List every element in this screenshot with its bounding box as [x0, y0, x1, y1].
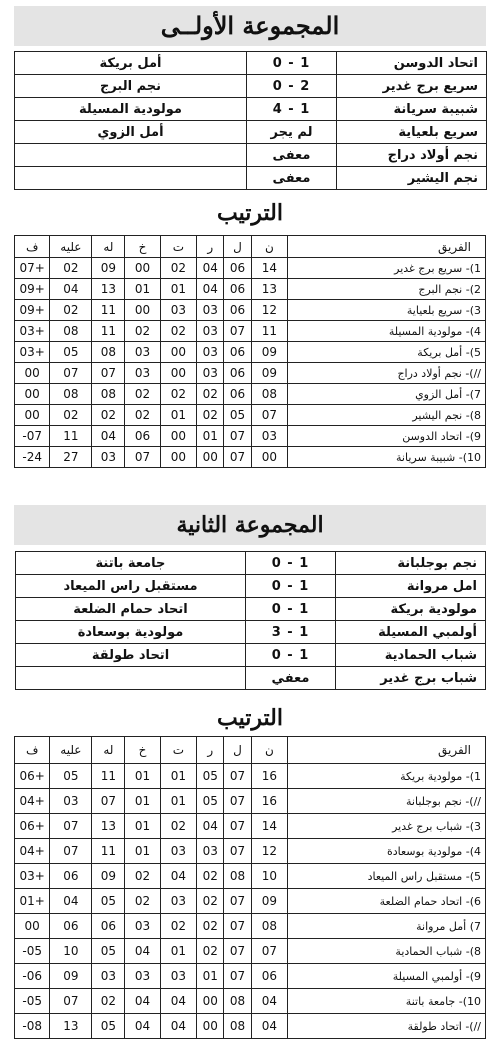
- group2-results-body: [16, 552, 486, 690]
- lost: 02: [125, 384, 160, 405]
- goals-against: 07: [50, 839, 92, 864]
- team-name: 3)- سريع بلعياية: [288, 300, 486, 321]
- header-goal-difference: ف: [15, 737, 50, 764]
- match-row: [16, 644, 486, 667]
- lost: 04: [125, 1014, 160, 1039]
- played: 07: [224, 426, 251, 447]
- goal-difference: +03: [15, 864, 50, 889]
- group1-standings-header-row: [15, 236, 486, 258]
- lost: 01: [125, 814, 160, 839]
- group1-standings-title: الترتيب: [217, 200, 283, 226]
- points: 10: [251, 864, 287, 889]
- team-name: //)- نجم أولاد دراج: [288, 363, 486, 384]
- points: 09: [251, 889, 287, 914]
- lost: 02: [125, 321, 160, 342]
- goals-against: 06: [50, 914, 92, 939]
- match-row: [16, 598, 486, 621]
- played: 08: [224, 1014, 251, 1039]
- away-team: أمل الزوي: [15, 121, 247, 144]
- lost: 03: [125, 363, 160, 384]
- match-score: معفى: [247, 144, 337, 167]
- home-team: نجم أولاد دراج: [337, 144, 487, 167]
- table-row: [15, 426, 486, 447]
- match-row: [15, 144, 487, 167]
- points: 08: [251, 914, 287, 939]
- group1-standings-body: [15, 258, 486, 468]
- won: 02: [197, 384, 224, 405]
- points: 04: [251, 1014, 287, 1039]
- lost: 01: [125, 839, 160, 864]
- drawn: 00: [160, 342, 196, 363]
- points: 13: [251, 279, 287, 300]
- goal-difference: 08-: [15, 1014, 50, 1039]
- played: 07: [224, 939, 251, 964]
- goals-against: 09: [50, 964, 92, 989]
- team-name: 3)- شباب برج غدير: [288, 814, 486, 839]
- points: 11: [251, 321, 287, 342]
- drawn: 04: [160, 989, 196, 1014]
- drawn: 03: [160, 889, 196, 914]
- won: 00: [197, 447, 224, 468]
- goal-difference: +01: [15, 889, 50, 914]
- header-goals-for: له: [92, 236, 125, 258]
- group2-standings-body: [15, 764, 486, 1039]
- points: 09: [251, 363, 287, 384]
- table-row: [15, 363, 486, 384]
- table-row: [15, 789, 486, 814]
- goals-for: 04: [92, 426, 125, 447]
- team-name: 5)- مستقبل راس الميعاد: [288, 864, 486, 889]
- won: 03: [197, 363, 224, 384]
- group2-title: المجموعة الثانية: [14, 505, 486, 545]
- won: 01: [197, 426, 224, 447]
- match-row: [15, 98, 487, 121]
- goal-difference: +06: [15, 764, 50, 789]
- played: 07: [224, 839, 251, 864]
- goals-for: 11: [92, 839, 125, 864]
- goal-difference: +06: [15, 814, 50, 839]
- goals-against: 04: [50, 889, 92, 914]
- goal-difference: +03: [15, 342, 50, 363]
- team-name: 1)- سريع برج غدير: [288, 258, 486, 279]
- goal-difference: 24-: [15, 447, 50, 468]
- team-name: 7) أمل مروانة: [288, 914, 486, 939]
- lost: 04: [125, 989, 160, 1014]
- lost: 01: [125, 764, 160, 789]
- played: 06: [224, 384, 251, 405]
- lost: 02: [125, 889, 160, 914]
- points: 12: [251, 839, 287, 864]
- won: 02: [197, 939, 224, 964]
- goals-against: 08: [50, 321, 92, 342]
- home-team: اتحاد الدوسن: [337, 52, 487, 75]
- goals-against: 10: [50, 939, 92, 964]
- drawn: 03: [160, 964, 196, 989]
- table-row: [15, 964, 486, 989]
- table-row: [15, 989, 486, 1014]
- played: 07: [224, 321, 251, 342]
- home-team: شبيبة سريانة: [337, 98, 487, 121]
- group2-standings-table: [14, 736, 486, 1039]
- header-goals-against: عليه: [50, 737, 92, 764]
- team-name: 8)- شباب الحمادية: [288, 939, 486, 964]
- goal-difference: 05-: [15, 989, 50, 1014]
- team-name: //)- اتحاد طولقة: [288, 1014, 486, 1039]
- match-row: [15, 167, 487, 190]
- drawn: 02: [160, 814, 196, 839]
- header-lost: خ: [125, 236, 160, 258]
- won: 02: [197, 405, 224, 426]
- goals-against: 02: [50, 258, 92, 279]
- away-team: [16, 667, 246, 690]
- header-team: الفريق: [288, 737, 486, 764]
- table-row: [15, 384, 486, 405]
- goal-difference: 05-: [15, 939, 50, 964]
- won: 05: [197, 789, 224, 814]
- match-row: [16, 621, 486, 644]
- drawn: 02: [160, 321, 196, 342]
- table-row: [15, 300, 486, 321]
- won: 00: [197, 989, 224, 1014]
- table-row: [15, 405, 486, 426]
- goals-against: 06: [50, 864, 92, 889]
- won: 03: [197, 839, 224, 864]
- group2-standings-title: الترتيب: [217, 705, 283, 731]
- won: 02: [197, 889, 224, 914]
- home-team: شباب الحمادية: [336, 644, 486, 667]
- match-row: [16, 575, 486, 598]
- points: 16: [251, 789, 287, 814]
- away-team: جامعة باتنة: [16, 552, 246, 575]
- played: 08: [224, 864, 251, 889]
- points: 07: [251, 405, 287, 426]
- points: 12: [251, 300, 287, 321]
- lost: 07: [125, 447, 160, 468]
- played: 07: [224, 764, 251, 789]
- home-team: سريع برج غدير: [337, 75, 487, 98]
- won: 00: [197, 1014, 224, 1039]
- lost: 03: [125, 342, 160, 363]
- played: 07: [224, 889, 251, 914]
- goals-against: 02: [50, 300, 92, 321]
- drawn: 00: [160, 447, 196, 468]
- drawn: 01: [160, 405, 196, 426]
- goal-difference: +09: [15, 300, 50, 321]
- home-team: نجم اليشير: [337, 167, 487, 190]
- away-team: أمل بريكة: [15, 52, 247, 75]
- played: 07: [224, 914, 251, 939]
- goal-difference: 00: [15, 405, 50, 426]
- goal-difference: +04: [15, 789, 50, 814]
- won: 04: [197, 814, 224, 839]
- goals-for: 11: [92, 300, 125, 321]
- points: 09: [251, 342, 287, 363]
- played: 06: [224, 363, 251, 384]
- goals-against: 08: [50, 384, 92, 405]
- goals-for: 05: [92, 1014, 125, 1039]
- goals-for: 11: [92, 764, 125, 789]
- points: 03: [251, 426, 287, 447]
- home-team: مولودية بريكة: [336, 598, 486, 621]
- match-score: معفي: [246, 667, 336, 690]
- played: 06: [224, 300, 251, 321]
- goals-against: 05: [50, 342, 92, 363]
- home-team: شباب برج غدير: [336, 667, 486, 690]
- played: 06: [224, 258, 251, 279]
- goal-difference: 00: [15, 363, 50, 384]
- drawn: 01: [160, 789, 196, 814]
- lost: 03: [125, 964, 160, 989]
- points: 08: [251, 384, 287, 405]
- table-row: [15, 279, 486, 300]
- goals-for: 13: [92, 279, 125, 300]
- goals-for: 09: [92, 864, 125, 889]
- table-row: [15, 321, 486, 342]
- header-team: الفريق: [288, 236, 486, 258]
- goals-against: 04: [50, 279, 92, 300]
- lost: 02: [125, 405, 160, 426]
- drawn: 01: [160, 279, 196, 300]
- goal-difference: 00: [15, 384, 50, 405]
- team-name: 9)- اتحاد الدوسن: [288, 426, 486, 447]
- match-score: معفى: [247, 167, 337, 190]
- away-team: مستقبل راس الميعاد: [16, 575, 246, 598]
- drawn: 03: [160, 839, 196, 864]
- table-row: [15, 864, 486, 889]
- goals-for: 03: [92, 964, 125, 989]
- team-name: 6)- اتحاد حمام الضلعة: [288, 889, 486, 914]
- away-team: اتحاد حمام الضلعة: [16, 598, 246, 621]
- header-lost: خ: [125, 737, 160, 764]
- goals-against: 02: [50, 405, 92, 426]
- goals-for: 05: [92, 939, 125, 964]
- match-row: [15, 52, 487, 75]
- goals-for: 09: [92, 258, 125, 279]
- home-team: امل مروانة: [336, 575, 486, 598]
- points: 06: [251, 964, 287, 989]
- drawn: 04: [160, 1014, 196, 1039]
- goal-difference: 00: [15, 914, 50, 939]
- table-row: [15, 814, 486, 839]
- goals-against: 05: [50, 764, 92, 789]
- played: 07: [224, 814, 251, 839]
- goals-for: 02: [92, 405, 125, 426]
- goals-against: 11: [50, 426, 92, 447]
- header-played: ل: [224, 737, 251, 764]
- away-team: مولودية المسيلة: [15, 98, 247, 121]
- goals-against: 07: [50, 989, 92, 1014]
- team-name: 5)- أمل بريكة: [288, 342, 486, 363]
- group1-standings-table: [14, 235, 486, 468]
- lost: 00: [125, 300, 160, 321]
- goal-difference: +04: [15, 839, 50, 864]
- team-name: 4)- مولودية بوسعادة: [288, 839, 486, 864]
- won: 02: [197, 914, 224, 939]
- goals-for: 07: [92, 363, 125, 384]
- drawn: 01: [160, 939, 196, 964]
- group2-standings-header-row: [15, 737, 486, 764]
- group1-title: المجموعة الأولــى: [14, 6, 486, 46]
- points: 04: [251, 989, 287, 1014]
- points: 00: [251, 447, 287, 468]
- table-row: [15, 1014, 486, 1039]
- table-row: [15, 764, 486, 789]
- won: 04: [197, 258, 224, 279]
- header-drawn: ت: [160, 236, 196, 258]
- team-name: 4)- مولودية المسيلة: [288, 321, 486, 342]
- group1-results-body: [15, 52, 487, 190]
- table-row: [15, 914, 486, 939]
- home-team: سريع بلعياية: [337, 121, 487, 144]
- goals-for: 08: [92, 384, 125, 405]
- goals-against: 27: [50, 447, 92, 468]
- goals-for: 08: [92, 342, 125, 363]
- lost: 03: [125, 914, 160, 939]
- goal-difference: +03: [15, 321, 50, 342]
- drawn: 01: [160, 764, 196, 789]
- header-played: ل: [224, 236, 251, 258]
- lost: 01: [125, 789, 160, 814]
- goals-against: 07: [50, 363, 92, 384]
- drawn: 02: [160, 914, 196, 939]
- group1-results-table: [14, 51, 487, 190]
- table-row: [15, 839, 486, 864]
- header-goals-against: عليه: [50, 236, 92, 258]
- points: 14: [251, 814, 287, 839]
- played: 05: [224, 405, 251, 426]
- drawn: 00: [160, 363, 196, 384]
- team-name: 10)- شبيبة سريانة: [288, 447, 486, 468]
- drawn: 02: [160, 258, 196, 279]
- team-name: 8)- نجم اليشير: [288, 405, 486, 426]
- goal-difference: 07-: [15, 426, 50, 447]
- team-name: 7)- أمل الزوي: [288, 384, 486, 405]
- goals-for: 11: [92, 321, 125, 342]
- points: 14: [251, 258, 287, 279]
- won: 05: [197, 764, 224, 789]
- points: 07: [251, 939, 287, 964]
- goal-difference: 06-: [15, 964, 50, 989]
- table-row: [15, 342, 486, 363]
- lost: 01: [125, 279, 160, 300]
- won: 03: [197, 321, 224, 342]
- drawn: 00: [160, 426, 196, 447]
- team-name: 1)- مولودية بريكة: [288, 764, 486, 789]
- match-score: لم يجر: [247, 121, 337, 144]
- team-name: //)- نجم بوجلبانة: [288, 789, 486, 814]
- table-row: [15, 889, 486, 914]
- match-row: [16, 552, 486, 575]
- played: 07: [224, 964, 251, 989]
- goals-for: 13: [92, 814, 125, 839]
- drawn: 02: [160, 384, 196, 405]
- played: 06: [224, 279, 251, 300]
- won: 02: [197, 864, 224, 889]
- home-team: نجم بوجلبانة: [336, 552, 486, 575]
- goals-against: 03: [50, 789, 92, 814]
- goal-difference: +09: [15, 279, 50, 300]
- away-team: نجم البرج: [15, 75, 247, 98]
- team-name: 10)- جامعة باتنة: [288, 989, 486, 1014]
- match-row: [15, 75, 487, 98]
- match-row: [15, 121, 487, 144]
- away-team: [15, 144, 247, 167]
- lost: 02: [125, 864, 160, 889]
- played: 08: [224, 989, 251, 1014]
- won: 03: [197, 300, 224, 321]
- match-score: 1 - 0: [246, 575, 336, 598]
- played: 07: [224, 447, 251, 468]
- match-score: 1 - 4: [247, 98, 337, 121]
- header-points: ن: [251, 236, 287, 258]
- goals-for: 02: [92, 989, 125, 1014]
- header-won: ر: [197, 236, 224, 258]
- played: 07: [224, 789, 251, 814]
- table-row: [15, 447, 486, 468]
- lost: 06: [125, 426, 160, 447]
- team-name: 2)- نجم البرج: [288, 279, 486, 300]
- goals-for: 05: [92, 889, 125, 914]
- drawn: 04: [160, 864, 196, 889]
- header-points: ن: [251, 737, 287, 764]
- goals-against: 07: [50, 814, 92, 839]
- match-score: 1 - 3: [246, 621, 336, 644]
- drawn: 03: [160, 300, 196, 321]
- points: 16: [251, 764, 287, 789]
- match-score: 1 - 0: [246, 552, 336, 575]
- goals-for: 07: [92, 789, 125, 814]
- won: 03: [197, 342, 224, 363]
- won: 01: [197, 964, 224, 989]
- goals-for: 06: [92, 914, 125, 939]
- match-score: 1 - 0: [247, 52, 337, 75]
- header-goals-for: له: [92, 737, 125, 764]
- table-row: [15, 258, 486, 279]
- home-team: أولمبي المسيلة: [336, 621, 486, 644]
- table-row: [15, 939, 486, 964]
- header-goal-difference: ف: [15, 236, 50, 258]
- away-team: اتحاد طولقة: [16, 644, 246, 667]
- away-team: [15, 167, 247, 190]
- goals-against: 13: [50, 1014, 92, 1039]
- group2-results-table: [15, 551, 486, 690]
- played: 06: [224, 342, 251, 363]
- header-drawn: ت: [160, 737, 196, 764]
- goal-difference: +07: [15, 258, 50, 279]
- won: 04: [197, 279, 224, 300]
- lost: 04: [125, 939, 160, 964]
- away-team: مولودية بوسعادة: [16, 621, 246, 644]
- lost: 00: [125, 258, 160, 279]
- goals-for: 03: [92, 447, 125, 468]
- header-won: ر: [197, 737, 224, 764]
- team-name: 9)- أولمبي المسيلة: [288, 964, 486, 989]
- match-row: [16, 667, 486, 690]
- match-score: 1 - 0: [246, 644, 336, 667]
- match-score: 1 - 0: [246, 598, 336, 621]
- match-score: 2 - 0: [247, 75, 337, 98]
